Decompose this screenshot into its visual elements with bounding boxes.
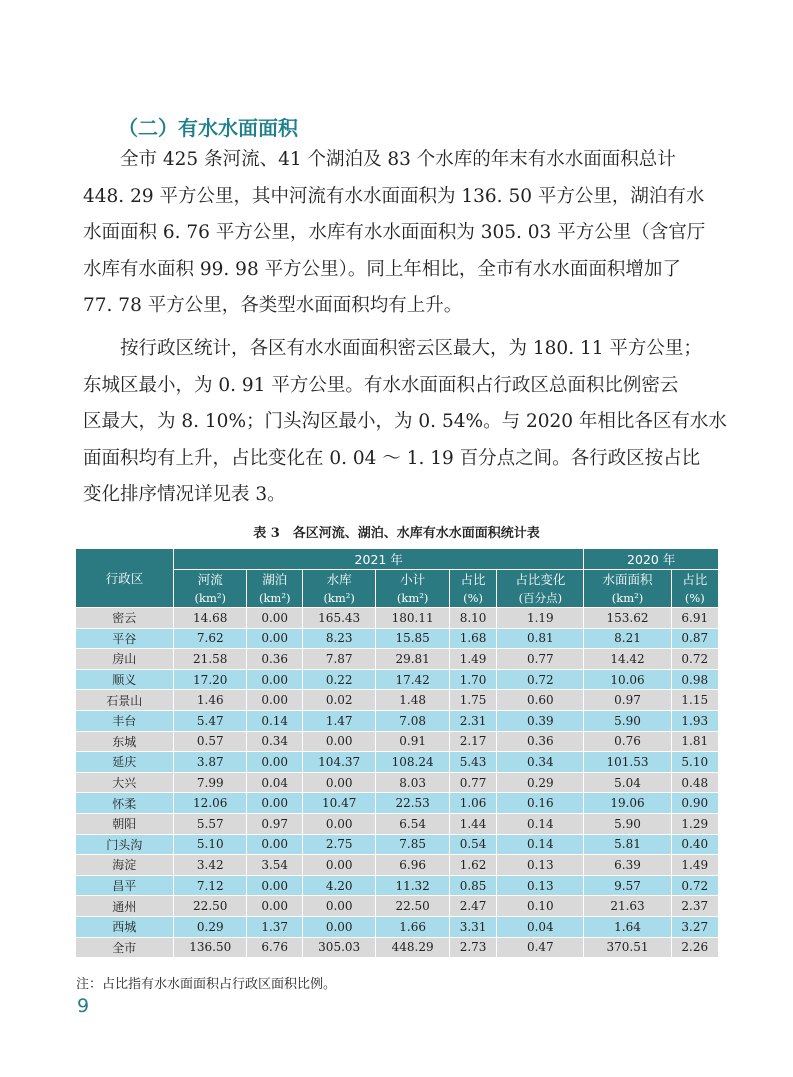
value-cell: 180.11 [376, 608, 449, 629]
text-line: 东城区最小，为 0. 91 平方公里。有水水面面积占行政区总面积比例密云 [83, 374, 679, 396]
value-cell: 7.12 [174, 875, 247, 896]
column-header: 湖泊 [247, 570, 302, 589]
value-cell: 5.57 [174, 813, 247, 834]
value-cell: 2.37 [671, 896, 718, 917]
value-cell: 0.91 [376, 731, 449, 752]
value-cell: 22.50 [174, 896, 247, 917]
value-cell: 1.44 [449, 813, 496, 834]
value-cell: 5.90 [584, 710, 671, 731]
value-cell: 0.97 [247, 813, 302, 834]
value-cell: 0.72 [671, 649, 718, 670]
column-header: 占比 [671, 570, 718, 589]
table-row [76, 690, 719, 711]
value-cell: 5.47 [174, 710, 247, 731]
district-cell: 全市 [76, 937, 174, 958]
value-cell: 0.72 [671, 875, 718, 896]
text-line: 按行政区统计，各区有水水面面积密云区最大，为 180. 11 平方公里； [83, 338, 702, 359]
text-line: 水面面积 6. 76 平方公里，水库有水水面面积为 305. 03 平方公里（含官厅 [83, 222, 706, 243]
value-cell: 448.29 [376, 937, 449, 958]
value-cell: 108.24 [376, 752, 449, 773]
value-cell: 15.85 [376, 628, 449, 649]
value-cell: 4.20 [302, 875, 375, 896]
value-cell: 1.48 [376, 690, 449, 711]
district-cell: 石景山 [76, 690, 174, 711]
value-cell: 6.76 [247, 937, 302, 958]
value-cell: 165.43 [302, 608, 375, 629]
value-cell: 1.49 [449, 649, 496, 670]
district-cell: 通州 [76, 896, 174, 917]
value-cell: 19.06 [584, 793, 671, 814]
table-row [76, 937, 719, 958]
value-cell: 0.04 [247, 772, 302, 793]
table-row [76, 793, 719, 814]
value-cell: 0.00 [302, 896, 375, 917]
value-cell: 0.48 [671, 772, 718, 793]
column-unit: (km²) [174, 588, 247, 608]
district-cell: 昌平 [76, 875, 174, 896]
value-cell: 0.90 [671, 793, 718, 814]
value-cell: 8.10 [449, 608, 496, 629]
value-cell: 0.57 [174, 731, 247, 752]
value-cell: 0.77 [497, 649, 584, 670]
value-cell: 153.62 [584, 608, 671, 629]
value-cell: 17.20 [174, 669, 247, 690]
value-cell: 1.62 [449, 855, 496, 876]
value-cell: 0.02 [302, 690, 375, 711]
value-cell: 0.87 [671, 628, 718, 649]
value-cell: 0.29 [497, 772, 584, 793]
value-cell: 0.22 [302, 669, 375, 690]
column-unit: (km²) [376, 588, 449, 608]
value-cell: 21.63 [584, 896, 671, 917]
paragraph-district [83, 331, 727, 514]
value-cell: 1.93 [671, 710, 718, 731]
value-cell: 0.16 [497, 793, 584, 814]
value-cell: 2.75 [302, 834, 375, 855]
column-header: 小计 [376, 570, 449, 589]
value-cell: 1.19 [497, 608, 584, 629]
value-cell: 8.03 [376, 772, 449, 793]
text-line: 变化排序情况详见表 3。 [83, 484, 286, 505]
value-cell: 3.31 [449, 916, 496, 937]
text-line: 全市 425 条河流、41 个湖泊及 83 个水库的年末有水水面面积总计 [83, 149, 676, 170]
value-cell: 5.81 [584, 834, 671, 855]
table-row [76, 875, 719, 896]
value-cell: 0.00 [302, 916, 375, 937]
text-line: 区最大，为 8. 10%；门头沟区最小，为 0. 54%。与 2020 年相比各区有水水 [83, 411, 727, 432]
value-cell: 7.08 [376, 710, 449, 731]
value-cell: 0.00 [247, 669, 302, 690]
value-cell: 0.00 [247, 628, 302, 649]
value-cell: 2.73 [449, 937, 496, 958]
water-area-table [75, 548, 719, 958]
value-cell: 1.64 [584, 916, 671, 937]
header-district: 行政区 [76, 549, 174, 608]
value-cell: 14.68 [174, 608, 247, 629]
value-cell: 0.04 [497, 916, 584, 937]
district-cell: 平谷 [76, 628, 174, 649]
value-cell: 0.10 [497, 896, 584, 917]
value-cell: 3.87 [174, 752, 247, 773]
value-cell: 0.40 [671, 834, 718, 855]
value-cell: 7.87 [302, 649, 375, 670]
paragraph-summary [83, 142, 723, 325]
value-cell: 0.00 [247, 896, 302, 917]
value-cell: 1.06 [449, 793, 496, 814]
value-cell: 0.13 [497, 875, 584, 896]
district-cell: 大兴 [76, 772, 174, 793]
value-cell: 0.34 [247, 731, 302, 752]
value-cell: 1.29 [671, 813, 718, 834]
table-row [76, 710, 719, 731]
value-cell: 5.10 [174, 834, 247, 855]
value-cell: 2.31 [449, 710, 496, 731]
value-cell: 5.43 [449, 752, 496, 773]
table-row [76, 669, 719, 690]
table-row [76, 834, 719, 855]
column-header: 占比变化 [497, 570, 584, 589]
column-unit: (百分点) [497, 588, 584, 608]
district-cell: 朝阳 [76, 813, 174, 834]
value-cell: 0.85 [449, 875, 496, 896]
value-cell: 0.36 [247, 649, 302, 670]
value-cell: 0.14 [497, 813, 584, 834]
value-cell: 8.21 [584, 628, 671, 649]
value-cell: 0.00 [302, 855, 375, 876]
value-cell: 1.81 [671, 731, 718, 752]
district-cell: 顺义 [76, 669, 174, 690]
value-cell: 0.81 [497, 628, 584, 649]
value-cell: 101.53 [584, 752, 671, 773]
value-cell: 1.15 [671, 690, 718, 711]
value-cell: 2.26 [671, 937, 718, 958]
value-cell: 1.75 [449, 690, 496, 711]
value-cell: 0.13 [497, 855, 584, 876]
value-cell: 0.47 [497, 937, 584, 958]
table-row [76, 649, 719, 670]
value-cell: 1.49 [671, 855, 718, 876]
value-cell: 7.62 [174, 628, 247, 649]
value-cell: 22.50 [376, 896, 449, 917]
district-cell: 东城 [76, 731, 174, 752]
value-cell: 136.50 [174, 937, 247, 958]
table-row [76, 772, 719, 793]
value-cell: 3.42 [174, 855, 247, 876]
value-cell: 0.14 [497, 834, 584, 855]
value-cell: 6.91 [671, 608, 718, 629]
value-cell: 0.39 [497, 710, 584, 731]
value-cell: 11.32 [376, 875, 449, 896]
value-cell: 1.66 [376, 916, 449, 937]
column-unit: (km²) [584, 588, 671, 608]
value-cell: 5.04 [584, 772, 671, 793]
value-cell: 0.00 [302, 813, 375, 834]
value-cell: 0.00 [247, 875, 302, 896]
value-cell: 5.90 [584, 813, 671, 834]
column-header: 水面面积 [584, 570, 671, 589]
value-cell: 7.85 [376, 834, 449, 855]
value-cell: 0.34 [497, 752, 584, 773]
district-cell: 房山 [76, 649, 174, 670]
value-cell: 1.37 [247, 916, 302, 937]
column-header: 河流 [174, 570, 247, 589]
district-cell: 海淀 [76, 855, 174, 876]
value-cell: 3.27 [671, 916, 718, 937]
value-cell: 0.72 [497, 669, 584, 690]
value-cell: 0.00 [247, 608, 302, 629]
value-cell: 21.58 [174, 649, 247, 670]
value-cell: 22.53 [376, 793, 449, 814]
value-cell: 7.99 [174, 772, 247, 793]
page-number: 9 [77, 995, 90, 1017]
column-header: 水库 [302, 570, 375, 589]
value-cell: 1.68 [449, 628, 496, 649]
column-unit: (%) [449, 588, 496, 608]
text-line: 448. 29 平方公里，其中河流有水水面面积为 136. 50 平方公里，湖泊有水 [83, 185, 705, 207]
value-cell: 0.97 [584, 690, 671, 711]
value-cell: 10.47 [302, 793, 375, 814]
value-cell: 9.57 [584, 875, 671, 896]
value-cell: 0.29 [174, 916, 247, 937]
value-cell: 0.36 [497, 731, 584, 752]
value-cell: 305.03 [302, 937, 375, 958]
header-2021: 2021 年 [174, 549, 584, 570]
value-cell: 370.51 [584, 937, 671, 958]
table-row [76, 608, 719, 629]
district-cell: 延庆 [76, 752, 174, 773]
district-cell: 丰台 [76, 710, 174, 731]
value-cell: 14.42 [584, 649, 671, 670]
table-row [76, 896, 719, 917]
text-line: 水库有水面积 99. 98 平方公里）。同上年相比，全市有水水面面积增加了 [83, 258, 681, 280]
column-unit: (%) [671, 588, 718, 608]
table-caption: 表 3 各区河流、湖泊、水库有水水面面积统计表 [253, 526, 540, 541]
table-row [76, 916, 719, 937]
value-cell: 0.00 [302, 731, 375, 752]
value-cell: 0.00 [247, 793, 302, 814]
value-cell: 8.23 [302, 628, 375, 649]
value-cell: 0.76 [584, 731, 671, 752]
value-cell: 1.47 [302, 710, 375, 731]
value-cell: 3.54 [247, 855, 302, 876]
value-cell: 0.60 [497, 690, 584, 711]
value-cell: 29.81 [376, 649, 449, 670]
column-header: 占比 [449, 570, 496, 589]
table-note: 注：占比指有水水面面积占行政区面积比例。 [76, 977, 337, 992]
header-2020: 2020 年 [584, 549, 719, 570]
value-cell: 2.47 [449, 896, 496, 917]
value-cell: 6.96 [376, 855, 449, 876]
value-cell: 2.17 [449, 731, 496, 752]
table-row [76, 628, 719, 649]
value-cell: 0.00 [302, 772, 375, 793]
district-cell: 门头沟 [76, 834, 174, 855]
district-cell: 怀柔 [76, 793, 174, 814]
column-unit: (km²) [302, 588, 375, 608]
text-line: 77. 78 平方公里，各类型水面面积均有上升。 [83, 295, 463, 316]
section-heading: （二）有水水面面积 [118, 116, 298, 140]
value-cell: 0.00 [247, 690, 302, 711]
table-row [76, 813, 719, 834]
value-cell: 1.70 [449, 669, 496, 690]
value-cell: 0.14 [247, 710, 302, 731]
value-cell: 0.00 [247, 752, 302, 773]
column-unit: (km²) [247, 588, 302, 608]
table-row [76, 752, 719, 773]
value-cell: 0.98 [671, 669, 718, 690]
value-cell: 1.46 [174, 690, 247, 711]
value-cell: 10.06 [584, 669, 671, 690]
value-cell: 6.54 [376, 813, 449, 834]
value-cell: 17.42 [376, 669, 449, 690]
value-cell: 0.54 [449, 834, 496, 855]
value-cell: 6.39 [584, 855, 671, 876]
table-row [76, 855, 719, 876]
district-cell: 西城 [76, 916, 174, 937]
value-cell: 104.37 [302, 752, 375, 773]
value-cell: 12.06 [174, 793, 247, 814]
value-cell: 0.77 [449, 772, 496, 793]
text-line: 面面积均有上升，占比变化在 0. 04 ～ 1. 19 百分点之间。各行政区按占比 [83, 447, 701, 469]
value-cell: 0.00 [247, 834, 302, 855]
district-cell: 密云 [76, 608, 174, 629]
value-cell: 5.10 [671, 752, 718, 773]
table-row [76, 731, 719, 752]
